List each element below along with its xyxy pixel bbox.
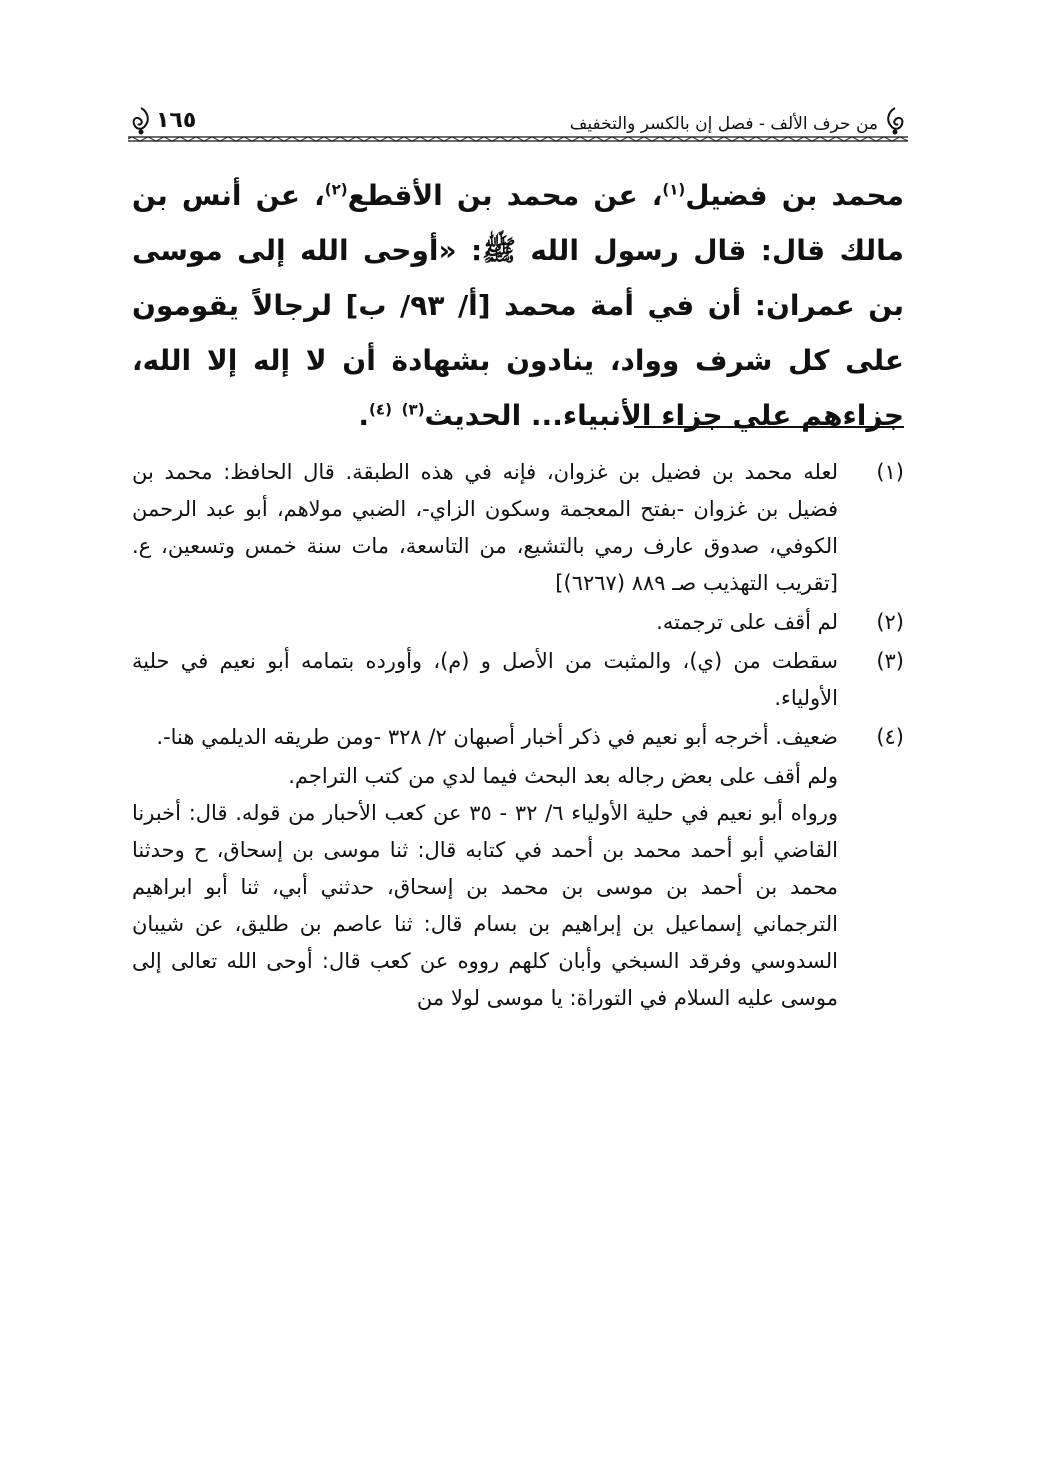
footnote-ref: (٢)	[324, 180, 348, 199]
folio-marker: [أ/ ٩٣/ ب]	[345, 289, 491, 322]
page-header	[128, 98, 908, 146]
main-paragraph	[132, 168, 904, 443]
header-ornament-icon	[882, 106, 908, 140]
main-text-segment: .	[358, 399, 370, 432]
footnote-separator	[634, 426, 904, 428]
footnote-ref: (٣)	[401, 400, 425, 419]
footnote-number: (٢)	[876, 610, 904, 634]
footnote-item	[132, 454, 904, 602]
footnote-ref: (١)	[662, 180, 686, 199]
page-number: ١٦٥	[156, 108, 197, 133]
footnote-number: (٤)	[876, 725, 904, 749]
footnote-item	[132, 643, 904, 717]
footnote-ref: (٤)	[369, 400, 392, 419]
footnote-text: سقطت من (ي)، والمثبت من الأصل و (م)، وأورده بتمامه أبو نعيم في حلية الأولياء.	[132, 649, 838, 710]
footnote-item	[132, 604, 904, 641]
footnote-text: ضعيف. أخرجه أبو نعيم في ذكر أخبار أصبهان ٢/ ٣٢٨ -ومن طريقه الديلمي هنا-.	[156, 725, 838, 749]
main-text-segment: ، عن محمد بن الأقطع	[347, 179, 663, 212]
main-text-segment: لرجالاً يقومون على كل شرف وواد، ينادون بشهادة أن لا إله إلا الله، جزاءهم علي جزاء الأنبياء... الحديث	[132, 289, 904, 432]
header-ornament-icon	[128, 106, 154, 140]
footnote-item	[132, 719, 904, 756]
footnotes	[132, 454, 904, 1017]
footnote-text: لم أقف على ترجمته.	[656, 610, 838, 634]
main-text-segment: محمد بن فضيل	[685, 179, 904, 212]
footnote-number: (٣)	[876, 649, 904, 673]
footnote-text: لعله محمد بن فضيل بن غزوان، فإنه في هذه الطبقة. قال الحافظ: محمد بن فضيل بن غزوان -بفتح المعجمة وسكون الزاي-، الضبي مولاهم، أبو عبد الرحمن الكوفي، صدوق عارف رمي بالتشيع، من التاسعة، مات سنة خمس وتسعين، ع. [تقريب التهذيب صـ ٨٨٩ (٦٢٦٧)]	[132, 460, 838, 595]
main-text	[132, 168, 904, 443]
header-rule	[128, 136, 908, 142]
main-text-segment: ، عن أنس بن مالك قال: قال رسول الله ﷺ: «أوحى الله إلى موسى بن عمران: أن في أمة محمد	[132, 179, 904, 322]
running-title: من حرف الألف - فصل إن بالكسر والتخفيف	[569, 114, 878, 134]
footnote-number: (١)	[876, 460, 904, 484]
footnote-continuation: ولم أقف على بعض رجاله بعد البحث فيما لدي من كتب التراجم.	[288, 764, 838, 788]
footnote-continuation: ورواه أبو نعيم في حلية الأولياء ٦/ ٣٢ - ٣٥ عن كعب الأحبار من قوله. قال: أخبرنا القاضي أبو أحمد محمد بن أحمد في كتابه قال: ثنا موسى بن إسحاق، ح وحدثنا محمد بن أحمد بن موسى بن محمد بن إسحاق، حدثني أبي، ثنا أبو ابراهيم الترجماني إسماعيل بن إبراهيم بن بسام قال: ثنا عاصم بن طليق، عن شيبان السدوسي وفرقد السبخي وأبان كلهم رووه عن كعب قال: أوحى الله تعالى إلى موسى عليه السلام في التوراة: يا موسى لولا من	[132, 801, 838, 1010]
